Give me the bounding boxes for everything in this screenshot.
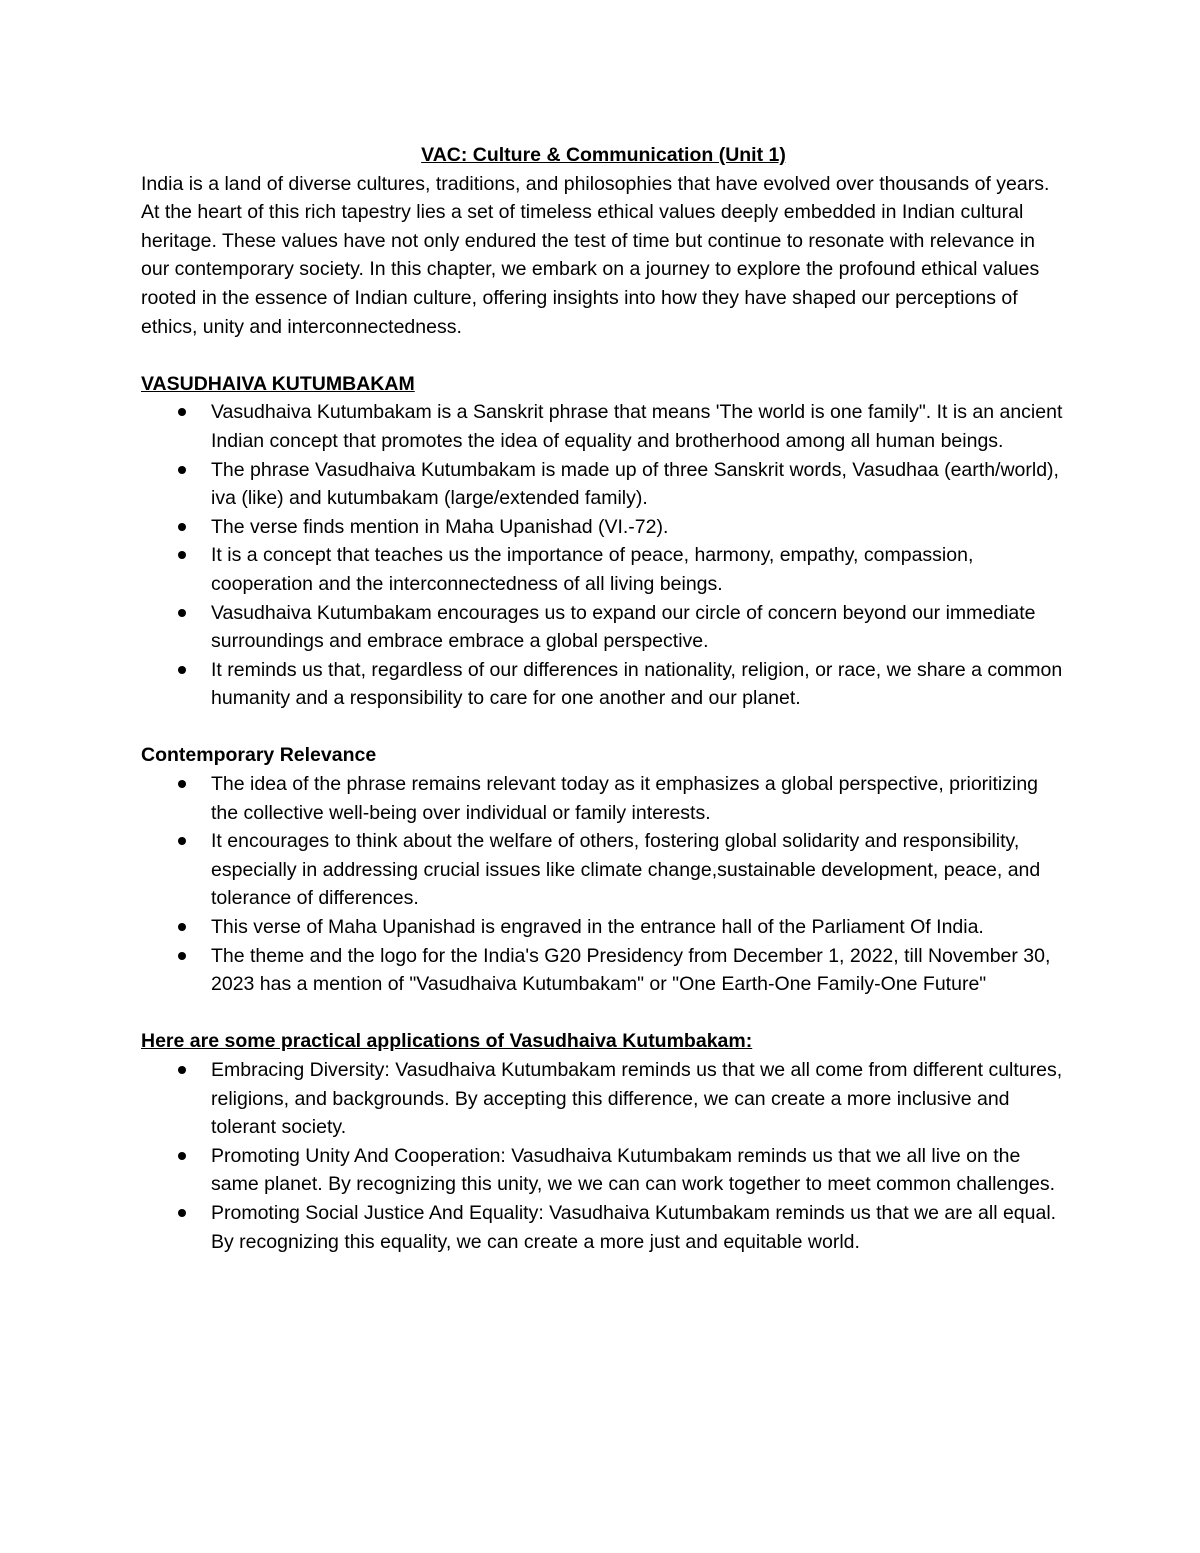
list-item-text: It is a concept that teaches us the importance of peace, harmony, empathy, compassion, cooperation and the interconnectedness of all living beings. xyxy=(211,544,974,595)
bullet-list xyxy=(141,770,1066,999)
list-item-text: The verse finds mention in Maha Upanishad (VI.-72). xyxy=(211,515,669,538)
bullet-icon xyxy=(178,923,186,931)
bullet-icon xyxy=(178,666,186,674)
document-page xyxy=(141,141,1066,1256)
section-heading: Here are some practical applications of Vasudhaiva Kutumbakam: xyxy=(141,1030,753,1053)
bullet-icon xyxy=(178,952,186,960)
section-vasudhaiva-kutumbakam xyxy=(141,370,1066,713)
list-item xyxy=(141,1142,1066,1199)
list-item xyxy=(141,456,1066,513)
list-item-text: Vasudhaiva Kutumbakam is a Sanskrit phrase that means 'The world is one family". It is an ancient Indian concept that promotes the idea of equality and brotherhood among all human beings. xyxy=(211,401,1063,452)
intro-paragraph: India is a land of diverse cultures, traditions, and philosophies that have evolved over thousands of years. At the heart of this rich tapestry lies a set of timeless ethical values deeply embedded in Indian cultural heritage. These values have not only endured the test of time but continue to resonate with relevance in our contemporary society. In this chapter, we embark on a journey to explore the profound ethical values rooted in the essence of Indian culture, offering insights into how they have shaped our perceptions of ethics, unity and interconnectedness. xyxy=(141,172,1050,338)
list-item-text: The theme and the logo for the India's G20 Presidency from December 1, 2022, till November 30, 2023 has a mention of "Vasudhaiva Kutumbakam" or "One Earth-One Family-One Future" xyxy=(211,944,1051,996)
bullet-icon xyxy=(178,1066,186,1074)
list-item xyxy=(141,770,1066,827)
list-item xyxy=(141,1199,1066,1256)
section-heading: Contemporary Relevance xyxy=(141,744,377,767)
list-item-text: The phrase Vasudhaiva Kutumbakam is made up of three Sanskrit words, Vasudhaa (earth/world), iva (like) and kutumbakam (large/extended family). xyxy=(211,458,1059,510)
section-contemporary-relevance xyxy=(141,741,1066,998)
bullet-icon xyxy=(178,551,186,559)
list-item-text: Vasudhaiva Kutumbakam encourages us to expand our circle of concern beyond our immediate surroundings and embrace embrace a global perspective. xyxy=(211,601,1036,653)
list-item xyxy=(141,513,1066,542)
list-item-text: Promoting Social Justice And Equality: Vasudhaiva Kutumbakam reminds us that we are all equal. By recognizing this equality, we can create a more just and equitable world. xyxy=(211,1201,1057,1253)
bullet-list xyxy=(141,1056,1066,1256)
bullet-icon xyxy=(178,523,186,531)
bullet-icon xyxy=(178,466,186,474)
document-title: VAC: Culture & Communication (Unit 1) xyxy=(421,144,786,166)
bullet-icon xyxy=(178,837,186,845)
list-item xyxy=(141,541,1066,598)
list-item-text: The idea of the phrase remains relevant today as it emphasizes a global perspective, prioritizing the collective well-being over individual or family interests. xyxy=(211,773,1039,824)
section-heading: VASUDHAIVA KUTUMBAKAM xyxy=(141,372,415,395)
list-item xyxy=(141,913,1066,942)
bullet-icon xyxy=(178,408,186,416)
list-item-text: This verse of Maha Upanishad is engraved in the entrance hall of the Parliament Of India. xyxy=(211,916,984,939)
section-practical-applications xyxy=(141,1027,1066,1256)
list-item-text: Embracing Diversity: Vasudhaiva Kutumbakam reminds us that we all come from different cultures, religions, and backgrounds. By accepting this difference, we can create a more inclusive and tolerant society. xyxy=(211,1059,1063,1139)
list-item xyxy=(141,398,1066,455)
bullet-icon xyxy=(178,780,186,788)
list-item xyxy=(141,942,1066,999)
list-item-text: It reminds us that, regardless of our differences in nationality, religion, or race, we share a common humanity and a responsibility to care for one another and our planet. xyxy=(211,658,1063,710)
bullet-list xyxy=(141,398,1066,713)
list-item xyxy=(141,656,1066,713)
bullet-icon xyxy=(178,609,186,617)
list-item xyxy=(141,599,1066,656)
list-item-text: It encourages to think about the welfare of others, fostering global solidarity and responsibility, especially in addressing crucial issues like climate change,sustainable development, peace, and tolerance of differences. xyxy=(211,830,1041,910)
list-item-text: Promoting Unity And Cooperation: Vasudhaiva Kutumbakam reminds us that we all live on the same planet. By recognizing this unity, we we can can work together to meet common challenges. xyxy=(211,1144,1055,1196)
list-item xyxy=(141,827,1066,913)
bullet-icon xyxy=(178,1152,186,1160)
bullet-icon xyxy=(178,1209,186,1217)
list-item xyxy=(141,1056,1066,1142)
